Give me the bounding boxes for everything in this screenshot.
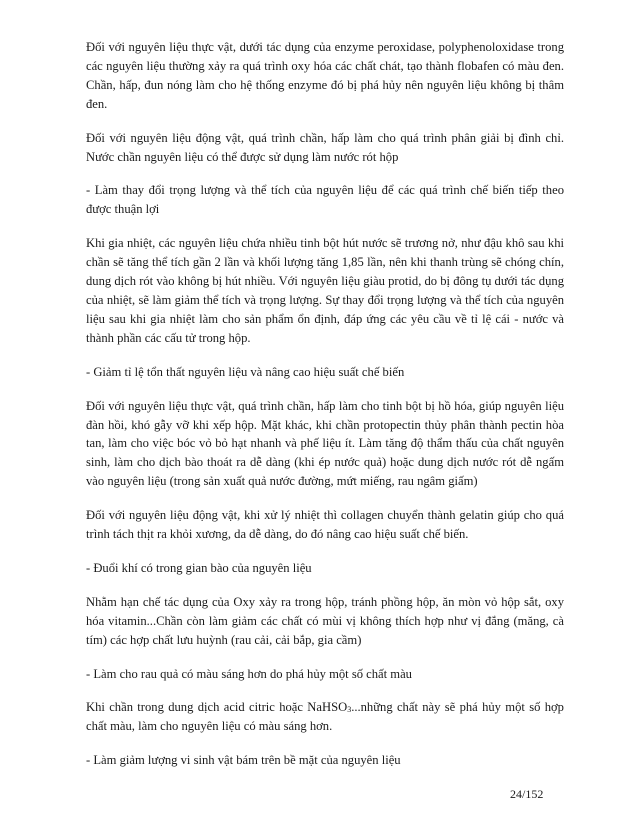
document-page bbox=[86, 38, 564, 785]
paragraph-air-removal-heading: - Đuổi khí có trong gian bào của nguyên liệu bbox=[86, 560, 312, 575]
paragraph-animal-blanching: Đối với nguyên liệu động vật, quá trình chần, hấp làm cho quá trình phân giải bị đình chỉ. Nước chần nguyên liệu có thể được sử dụng làm nước rót hộp bbox=[86, 130, 564, 164]
paragraph-acid-blanching bbox=[86, 698, 564, 736]
paragraph-weight-volume-heading: - Làm thay đổi trọng lượng và thể tích của nguyên liệu để các quá trình chế biến tiếp theo được thuận lợi bbox=[86, 183, 564, 217]
paragraph-loss-reduction-heading: - Giảm tỉ lệ tổn thất nguyên liệu và nâng cao hiệu suất chế biến bbox=[86, 364, 405, 379]
page-number: 24/152 bbox=[510, 787, 544, 801]
paragraph-plant-gelatinization: Đối với nguyên liệu thực vật, quá trình chần, hấp làm cho tinh bột bị hồ hóa, giúp nguyên liệu đàn hồi, khó gẫy vỡ khi xếp hộp. Mặt khác, khi chần protopectin thủy phân thành pectin hòa tan, làm cho việc bóc vỏ bỏ hạt nhanh và phế liệu ít. Làm tăng độ thẩm thấu của chất nguyên sinh, làm cho dịch bào thoát ra dễ dàng (khi ép nước quả) hoặc dung dịch nước rót dễ ngấm vào nguyên liệu (trong sản xuất quả nước đường, mứt miếng, rau ngâm giấm) bbox=[86, 398, 564, 489]
paragraph-color-brightening-heading: - Làm cho rau quả có màu sáng hơn do phá hủy một số chất màu bbox=[86, 666, 412, 681]
paragraph-oxygen-limitation: Nhằm hạn chế tác dụng của Oxy xảy ra trong hộp, tránh phồng hộp, ăn mòn vỏ hộp sắt, oxy hóa vitamin...Chần còn làm giảm các chất có mùi vị không thích hợp như vị đắng (măng, cà tím) các hợp chất lưu huỳnh (rau cải, cải bắp, gia cầm) bbox=[86, 594, 564, 647]
acid-text-before: Khi chần trong dung dịch acid citric hoặc NaHSO bbox=[86, 700, 348, 715]
paragraph-enzyme-browning: Đối với nguyên liệu thực vật, dưới tác dụng của enzyme peroxidase, polyphenoloxidase trong các nguyên liệu thường xảy ra quá trình oxy hóa các chất chát, tạo thành flobafen có màu đen. Chần, hấp, đun nóng làm cho hệ thống enzyme đó bị phá hủy nên nguyên liệu không bị thâm đen. bbox=[86, 40, 564, 111]
paragraph-weight-volume-detail: Khi gia nhiệt, các nguyên liệu chứa nhiều tinh bột hút nước sẽ trương nở, như đậu khô sau khi chần sẽ tăng thể tích gần 2 lần và khối lượng tăng 1,85 lần, nên khi thanh trùng sẽ chóng chín, dung dịch rót vào không bị hút nhiều. Với nguyên liệu giàu protid, do bị đông tụ dưới tác dụng của nhiệt, sẽ làm giảm thể tích và trọng lượng. Sự thay đổi trọng lượng và thể tích của nguyên liệu sau khi gia nhiệt làm cho sản phẩm ổn định, đáp ứng các yêu cầu về tỉ lệ cái - nước và thành phần các cấu tử trong hộp. bbox=[86, 236, 564, 345]
paragraph-microbe-reduction-heading: - Làm giảm lượng vi sinh vật bám trên bề mặt của nguyên liệu bbox=[86, 753, 401, 768]
paragraph-collagen-gelatin: Đối với nguyên liệu động vật, khi xử lý nhiệt thì collagen chuyển thành gelatin giúp cho quá trình tách thịt ra khỏi xương, da dễ dàng, do đó nâng cao hiệu suất chế biến. bbox=[86, 508, 564, 542]
acid-text-subscript: 3 bbox=[347, 705, 352, 715]
acid-text-after: ...những chất này sẽ phá hủy một số hợp chất màu, làm cho nguyên liệu có màu sáng hơn. bbox=[86, 700, 564, 734]
